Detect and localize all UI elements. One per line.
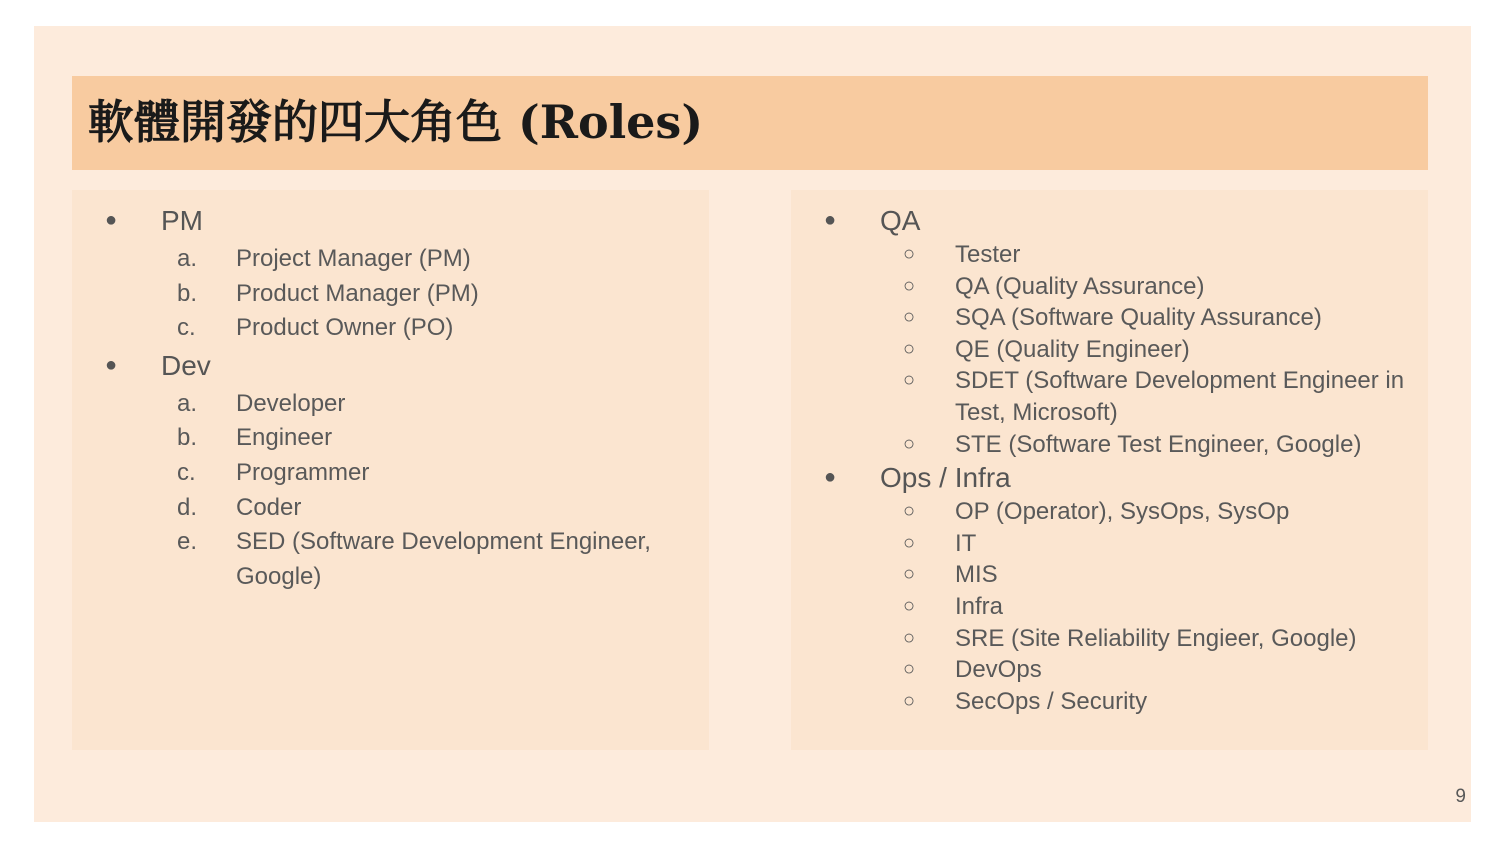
title-bar: [72, 76, 1428, 170]
list-item: [72, 311, 709, 346]
hollow-bullet-icon: ○: [903, 563, 916, 586]
hollow-bullet-icon: ○: [903, 500, 916, 523]
list-marker: c.: [177, 458, 196, 486]
left-role-list: [72, 205, 709, 594]
list-item-text: SQA (Software Quality Assurance): [955, 304, 1322, 332]
list-item-text: SED (Software Development Engineer, Google): [236, 528, 651, 590]
hollow-bullet-icon: ○: [903, 337, 916, 360]
list-item: [791, 559, 1428, 591]
right-role-list: [791, 205, 1428, 717]
list-marker: a.: [177, 245, 198, 272]
hollow-bullet-icon: ○: [903, 626, 916, 649]
hollow-bullet-icon: ○: [903, 306, 916, 329]
list-item: [791, 271, 1428, 303]
hollow-bullet-icon: ○: [903, 658, 916, 681]
list-marker: b.: [177, 279, 198, 307]
list-item: [791, 686, 1428, 718]
list-item: [791, 654, 1428, 686]
list-marker: d.: [177, 493, 198, 521]
list-item: [791, 591, 1428, 623]
list-item-text: QA (Quality Assurance): [955, 272, 1205, 300]
role-group-ops-infra: [791, 462, 1428, 717]
role-group-label: QA: [880, 205, 921, 236]
list-item: [791, 302, 1428, 334]
role-group-pm: [72, 205, 709, 346]
hollow-bullet-icon: ○: [903, 369, 916, 392]
bullet-icon: ●: [105, 209, 118, 231]
left-column: [72, 190, 709, 750]
role-group-qa: [791, 205, 1428, 460]
hollow-bullet-icon: ○: [903, 243, 916, 265]
list-item: [72, 242, 709, 277]
list-item-text: Product Manager (PM): [236, 279, 479, 307]
list-item-text: MIS: [955, 561, 998, 589]
bullet-icon: ●: [105, 353, 118, 376]
hollow-bullet-icon: ○: [903, 531, 916, 554]
list-item-text: Product Owner (PO): [236, 314, 454, 342]
list-marker: c.: [177, 314, 196, 342]
hollow-bullet-icon: ○: [903, 432, 916, 455]
list-item-text: Developer: [236, 389, 346, 417]
hollow-bullet-icon: ○: [903, 689, 916, 712]
bullet-icon: ●: [824, 209, 837, 231]
role-group-label: PM: [161, 205, 203, 236]
list-item-text: Tester: [955, 241, 1021, 268]
hollow-bullet-icon: ○: [903, 274, 916, 297]
list-item: [791, 623, 1428, 655]
list-item-text: QE (Quality Engineer): [955, 335, 1190, 363]
list-item: [791, 528, 1428, 560]
list-item: [72, 387, 709, 422]
list-marker: a.: [177, 389, 198, 417]
list-marker: b.: [177, 424, 198, 452]
role-group-label: Ops / Infra: [880, 462, 1011, 494]
list-item: [72, 277, 709, 312]
hollow-bullet-icon: ○: [903, 594, 916, 617]
list-item: [791, 239, 1428, 271]
list-item-text: SecOps / Security: [955, 687, 1148, 715]
role-group-label: Dev: [161, 349, 211, 381]
list-item-text: Programmer: [236, 458, 370, 486]
list-item: [72, 491, 709, 526]
list-item-text: Coder: [236, 493, 302, 521]
bullet-icon: ●: [824, 466, 837, 489]
role-group-dev: [72, 350, 709, 595]
list-item-text: Infra: [955, 592, 1004, 620]
list-item-text: SDET (Software Development Engineer in Test, Microsoft): [955, 367, 1405, 426]
list-item: [72, 456, 709, 491]
slide: [34, 26, 1471, 822]
slide-title: 軟體開發的四大角色 (Roles): [88, 95, 704, 149]
list-item: [791, 496, 1428, 528]
list-item-text: IT: [955, 529, 977, 557]
list-item: [791, 365, 1428, 428]
list-item: [72, 525, 709, 594]
list-item-text: SRE (Site Reliability Engieer, Google): [955, 624, 1357, 652]
page-number: 9: [1455, 786, 1466, 807]
list-marker: e.: [177, 528, 198, 556]
list-item-text: DevOps: [955, 656, 1042, 684]
list-item-text: OP (Operator), SysOps, SysOp: [955, 498, 1290, 526]
list-item: [791, 429, 1428, 461]
list-item-text: STE (Software Test Engineer, Google): [955, 430, 1362, 458]
right-column: [791, 190, 1428, 750]
list-item: [791, 334, 1428, 366]
list-item-text: Engineer: [236, 424, 333, 452]
list-item: [72, 421, 709, 456]
list-item-text: Project Manager (PM): [236, 245, 471, 272]
